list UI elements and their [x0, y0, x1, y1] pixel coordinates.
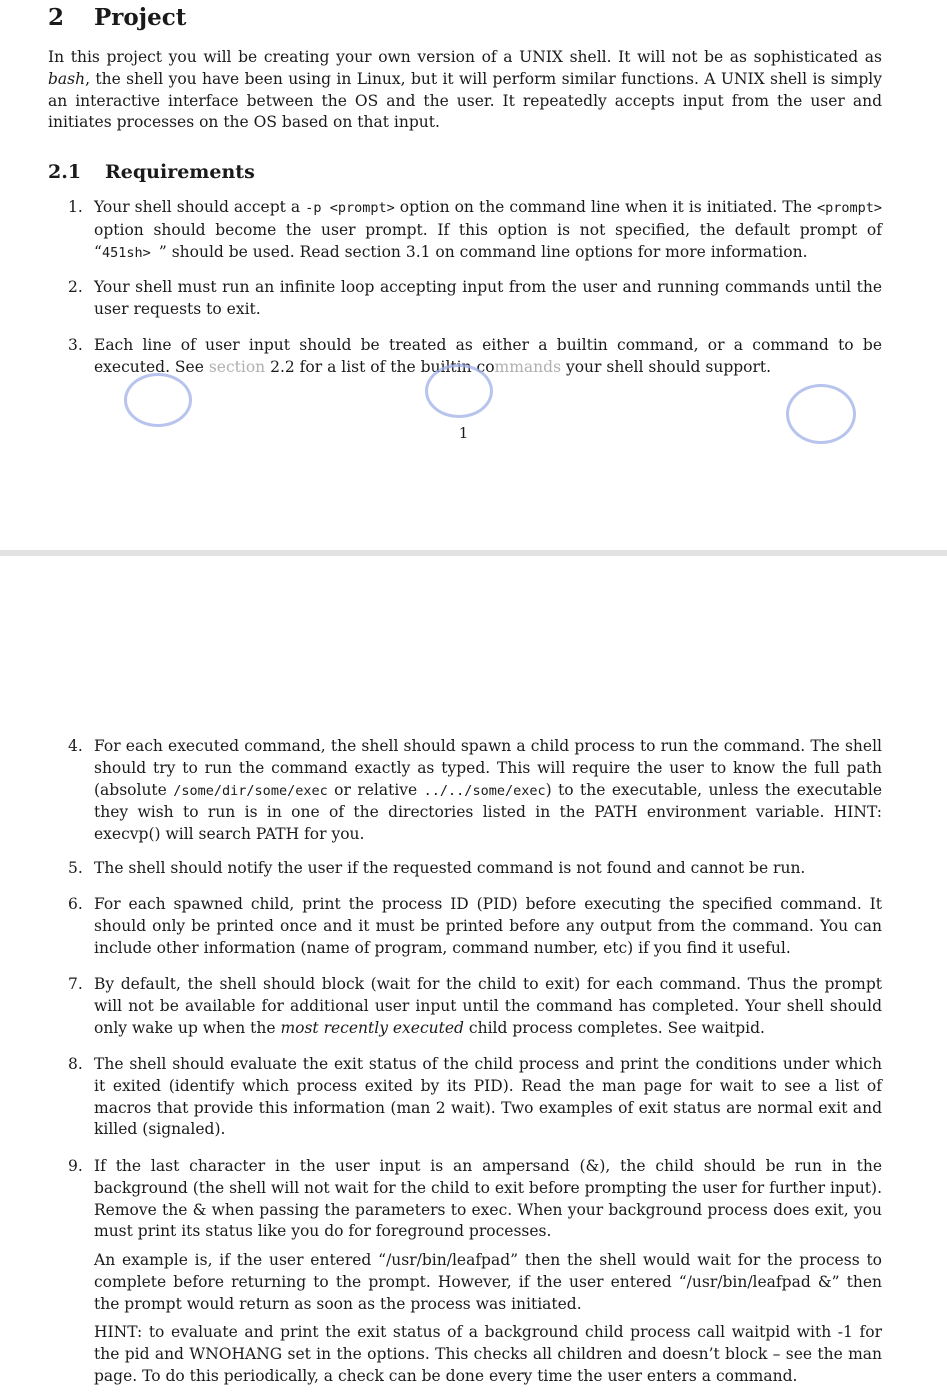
document-page-2 [0, 556, 947, 1394]
list-item [68, 858, 882, 880]
list-item-number: 6. [68, 895, 83, 913]
faded-word: mmands [494, 357, 562, 376]
item-text: Each line of user input should be treated as either a builtin command, or a command to be executed. See [94, 336, 882, 376]
section-title: Project [94, 4, 187, 31]
list-item [68, 736, 882, 846]
item-text: option on the command line when it is initiated. The [399, 198, 812, 216]
list-item-number: 3. [68, 336, 83, 354]
item-text: For each executed command, the shell should spawn a child process to run the command. The shell should try to run the command exactly as typed. This will require the user to know the full path (absolute [94, 737, 882, 799]
code-option: -p <prompt> [305, 200, 395, 216]
item-text: co [476, 357, 495, 376]
page-number: 1 [458, 424, 469, 442]
item-text: 2.2 for a list of the builtin [270, 357, 472, 376]
item-paragraph-example: An example is, if the user entered “/usr/bin/leafpad” then the shell would wait for the process to complete before returning to the prompt. However, if the user entered “/usr/bin/leafpad &” then the prompt would return as soon as the process was initiated. [94, 1251, 882, 1313]
code-absolute-path: /some/dir/some/exec [173, 782, 328, 799]
item-text: For each spawned child, print the process ID (PID) before executing the specified command. It should only be printed once and it must be printed before any output from the command. You can include other information (name of program, command number, etc) if you find it useful. [94, 895, 882, 957]
subsection-heading [48, 161, 255, 183]
list-item-number: 8. [68, 1055, 83, 1073]
code-prompt: <prompt> [816, 200, 882, 216]
list-item [68, 197, 882, 264]
item-text: The shell should evaluate the exit status of the child process and print the conditions under which it exited (identify which process exited by its PID). Read the man page for wait to see a list of macros that provide this information (man 2 wait). Two examples of exit status are normal exit and killed (signaled). [94, 1055, 882, 1139]
touch-circle-indicator [124, 373, 192, 427]
intro-text-rest: , the shell you have been using in Linux, but it will perform similar functions. A UNIX shell is simply an interactive interface between the OS and the user. It repeatedly accepts input from the user and initiates processes on the OS based on that input. [48, 69, 882, 132]
subsection-title: Requirements [105, 161, 255, 183]
item-paragraph: If the last character in the user input is an ampersand (&), the child should be run in the background (the shell will not wait for the child to exit before prompting the user for further input). Remove the & when passing the parameters to exec. When your background process does exit, you must print its status like you do for foreground processes. [94, 1157, 882, 1241]
code-default-prompt: 451sh> [101, 244, 159, 261]
touch-circle-indicator [425, 364, 493, 418]
list-item [68, 277, 882, 321]
document-page-1 [0, 0, 947, 552]
list-item-number: 7. [68, 975, 83, 993]
list-item [68, 335, 882, 379]
item-text: Your shell should accept a [94, 198, 301, 216]
subsection-number: 2.1 [48, 161, 82, 183]
list-item [68, 1156, 882, 1243]
list-item-number: 4. [68, 737, 83, 755]
emphasis-text: most recently executed [280, 1018, 464, 1037]
list-item [68, 894, 882, 959]
list-item-number: 1. [68, 198, 83, 216]
intro-text: In this project you will be creating your own version of a UNIX shell. It will not be as sophisticated as [48, 48, 882, 66]
item-text: The shell should notify the user if the requested command is not found and cannot be run. [94, 859, 806, 877]
intro-bash: bash [48, 69, 86, 88]
code-relative-path: ../../some/exec [423, 782, 546, 799]
item-text: your shell should support. [565, 357, 772, 376]
item-text: or relative [334, 780, 418, 799]
list-item-number: 5. [68, 859, 83, 877]
item-text: Your shell must run an infinite loop accepting input from the user and running commands until the user requests to exit. [94, 278, 882, 318]
section-heading [48, 4, 186, 31]
list-item-number: 9. [68, 1157, 83, 1175]
section-number: 2 [48, 4, 65, 31]
item-text: ” should be used. Read section 3.1 on command line options for more information. [158, 242, 808, 261]
item-paragraph-hint: HINT: to evaluate and print the exit status of a background child process call waitpid with -1 for the pid and WNOHANG set in the options. This checks all children and doesn’t block – see the man page. To do this periodically, a check can be done every time the user enters a command. [94, 1323, 882, 1385]
item-text: By default, the shell should block (wait for the child to exit) for each command. Thus the prompt will not be available for additional user input until the command has completed. Your shell should only wake up when the [94, 975, 882, 1037]
list-item [68, 974, 882, 1039]
item-text: ) to the executable, unless the executable they wish to run is in one of the directories listed in the PATH environment variable. HINT: execvp() will search PATH for you. [94, 780, 882, 844]
intro-paragraph [48, 47, 882, 134]
list-item [68, 1054, 882, 1141]
item-text: option should become the user prompt. If this option is not specified, the default prompt of “ [94, 220, 882, 261]
faded-word: section [208, 357, 266, 376]
list-item-number: 2. [68, 278, 83, 296]
item-text: child process completes. See waitpid. [468, 1018, 765, 1037]
